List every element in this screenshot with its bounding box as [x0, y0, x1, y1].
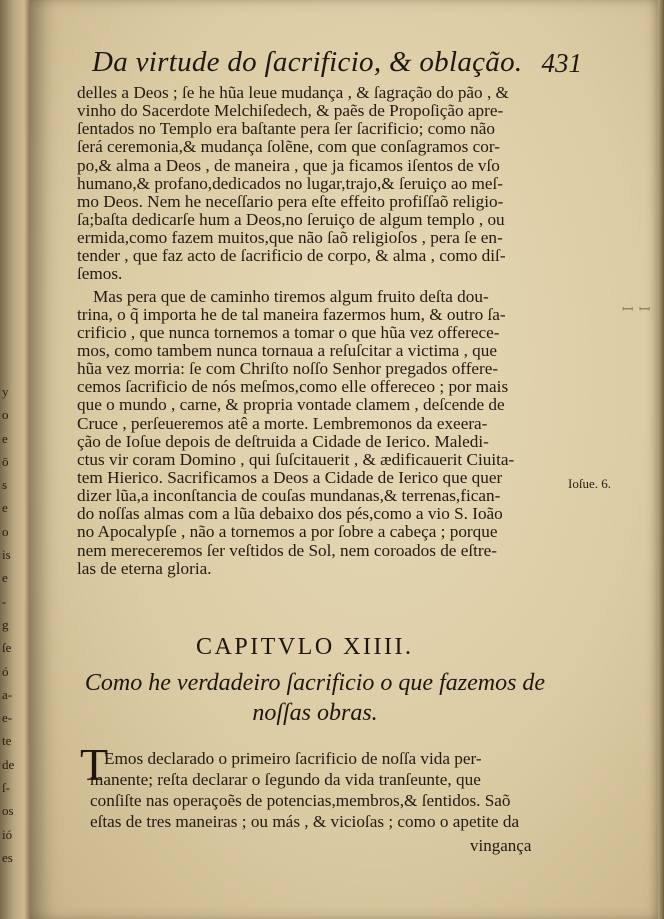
left-page-fragment: te	[2, 733, 12, 749]
chapter-subtitle-line: noſſas obras.	[252, 700, 378, 726]
page-header	[92, 46, 582, 82]
left-page-fragment: is	[2, 547, 11, 563]
chapter-subtitle	[80, 668, 550, 728]
marginal-note: Ioſue. 6.	[568, 476, 611, 491]
chapter-text-line: conſiſte nas operaçoẽs de potencias,membros,& ſentidos. Saõ	[90, 791, 511, 810]
text-line: cemos ſacrificio de nós meſmos,como elle offereceo ; por mais	[77, 377, 509, 397]
left-page-fragment: os	[2, 803, 14, 819]
text-line: ção de Ioſue depois de deſtruida a Cidade de Ierico. Maledi-	[77, 431, 489, 451]
text-line: ſerá ceremonia,& mudança ſolẽne, com que conſagramos cor-	[77, 137, 500, 157]
left-page-fragment: y	[2, 384, 9, 399]
text-line: no Apocalypſe , não a tornemos a por ſobre a cabeça ; porque	[77, 522, 498, 542]
text-line: hũa vez morria: ſe com Chriſto noſſo Senhor pregados offere-	[77, 359, 499, 379]
text-line: humano,& profano,dedicados no lugar,trajo,& ſeruiço ao meſ-	[77, 173, 504, 193]
text-line: delles a Deos ; ſe he hũa leue mudança , & ſagração do pão , &	[77, 83, 509, 102]
text-line: nem mereceremos ſer veſtidos de Sol, nem coroados de eſtre-	[77, 540, 497, 560]
drop-cap: T	[80, 739, 109, 790]
text-line: ermida,como fazem muitos,que não ſaõ religioſos , pera ſe en-	[77, 228, 503, 248]
left-page-fragment: -	[2, 593, 7, 609]
margin-marks: ꟷ ꟷ	[622, 303, 652, 318]
text-line: mos, como tambem nunca tornaua a reſuſcitar a victima , que	[77, 340, 497, 360]
left-page-fragment: a-	[2, 686, 13, 702]
text-line: ſentados no Templo era baſtante pera ſer ſacrificio; como não	[77, 119, 495, 139]
text-line: que o mundo , carne, & propria vontade clamem , deſcende de	[77, 395, 505, 415]
left-page-fragment: ſe	[2, 640, 12, 656]
chapter-title: CAPITVLO XIIII.	[196, 634, 414, 660]
text-line: ſemos.	[77, 264, 123, 284]
left-page-fragment: de	[2, 756, 15, 772]
page	[30, 0, 658, 919]
left-page-fragment: e	[2, 430, 8, 446]
left-page-fragment: g	[2, 616, 9, 632]
chapter-subtitle-line: Como he verdadeiro ſacrificio o que fazemos de	[84, 670, 546, 696]
text-line: tem Hierico. Sacrificamos a Deos a Cidade de Ierico que quer	[77, 467, 503, 487]
right-page-edge	[658, 0, 664, 919]
left-page-fragment: es	[2, 849, 13, 865]
text-line: ſa;baſta dedicarſe hum a Deos,no ſeruiço de algum templo , ou	[77, 209, 505, 229]
left-page-fragment: e	[2, 500, 8, 516]
catchword: vingança	[470, 836, 532, 855]
left-page-fragment: o	[2, 407, 9, 423]
text-line: ctus vir coram Domino , qui ſuſcitauerit , & ædificauerit Ciuita-	[77, 449, 515, 469]
body-text	[77, 84, 557, 578]
running-head: Da virtude do ſacrificio, & oblação.	[92, 46, 523, 78]
left-page-fragment: ō	[2, 453, 9, 469]
chapter-text-line: manente; reſta declarar o ſegundo da vida tranſeunte, que	[90, 770, 481, 789]
left-page-fragment: ſ-	[2, 780, 10, 796]
left-page-fragments	[0, 380, 28, 869]
left-page-fragment: ó	[2, 663, 9, 679]
text-line: tender , que faz acto de ſacrificio de corpo, & alma , como diſ-	[77, 246, 506, 266]
text-line: crificio , que nunca tornemos a tomar o que hũa vez offerece-	[77, 322, 500, 342]
left-page-fragment: e-	[2, 710, 13, 726]
chapter-body	[80, 739, 542, 832]
left-page-fragment: o	[2, 523, 9, 539]
page-number: 431	[541, 48, 582, 78]
text-line: las de eterna gloria.	[77, 558, 212, 578]
left-page-fragment: ió	[2, 826, 13, 842]
text-line: Mas pera que de caminho tiremos algum fruito deſta dou-	[93, 286, 489, 306]
chapter-text-line: eſtas de tres maneiras ; ou más , & vicioſas ; como o apetite da	[90, 812, 520, 831]
text-line: vinho do Sacerdote Melchiſedech, & paẽs de Propoſição apre-	[77, 101, 504, 121]
text-line: dizer lũa,a inconſtancia de couſas mundanas,& terrenas,fican-	[77, 486, 501, 506]
text-line: trina, o q̃ importa he de tal maneira fazermos hum, & outro ſa-	[77, 304, 506, 324]
left-page-fragment: s	[2, 477, 8, 493]
chapter-text-line: Emos declarado o primeiro ſacrificio de noſſa vida per-	[104, 749, 482, 768]
left-page-fragment: e	[2, 570, 8, 586]
text-line: po,& alma a Deos , de maneira , que ja ficamos iſentos de vſo	[77, 155, 500, 175]
text-line: do noſſas almas com a lũa debaixo dos pés,como a vio S. Ioão	[77, 504, 503, 524]
text-line: mo Deos. Nem he neceſſario pera eſte effeito profiſſaõ religio-	[77, 191, 504, 211]
text-line: Cruce , perſeueremos atê a morte. Lembremonos da exeera-	[77, 413, 488, 433]
